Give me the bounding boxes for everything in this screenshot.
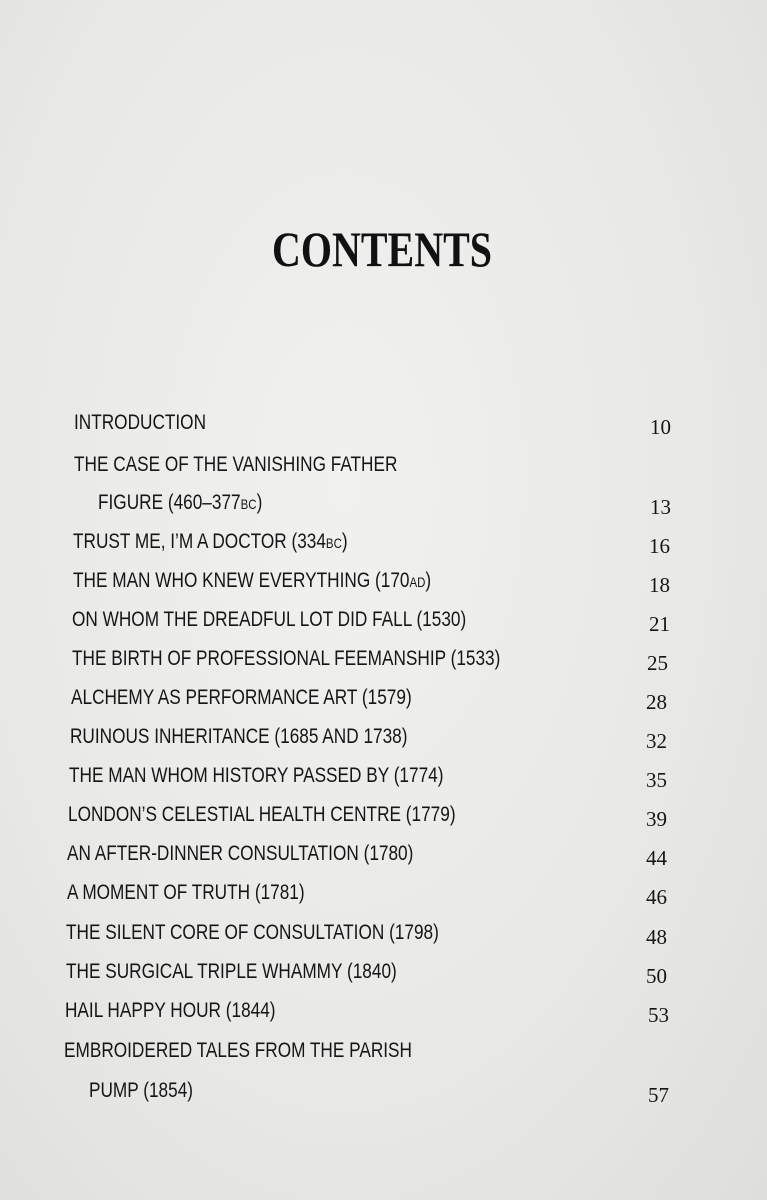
- toc-entry-title: ON WHOM THE DREADFUL LOT DID FALL (1530): [72, 608, 467, 631]
- toc-page-number: 39: [646, 807, 667, 831]
- toc-page-number: 48: [646, 925, 667, 949]
- toc-entry-title: A MOMENT OF TRUTH (1781): [67, 881, 305, 904]
- toc-page-number: 50: [646, 964, 667, 988]
- toc-page-number: 18: [649, 573, 670, 597]
- toc-page-number: 44: [646, 846, 667, 870]
- toc-page-number: 32: [646, 729, 667, 753]
- toc-entry-title-continued: PUMP (1854): [89, 1079, 194, 1102]
- toc-entry-title: AN AFTER-DINNER CONSULTATION (1780): [67, 842, 414, 865]
- toc-entry-title: EMBROIDERED TALES FROM THE PARISH: [64, 1039, 412, 1062]
- toc-entry-title: THE MAN WHOM HISTORY PASSED BY (1774): [69, 764, 444, 787]
- toc-page-number: 35: [646, 768, 667, 792]
- page-title: CONTENTS: [271, 221, 493, 277]
- toc-page-number: 57: [648, 1083, 669, 1107]
- toc-page-number: 16: [649, 534, 670, 558]
- toc-entry-title: TRUST ME, I’M A DOCTOR (334BC): [73, 530, 348, 553]
- toc-page-number: 28: [646, 690, 667, 714]
- toc-entry-title: THE MAN WHO KNEW EVERYTHING (170AD): [73, 569, 432, 592]
- toc-entry-title: THE SILENT CORE OF CONSULTATION (1798): [66, 921, 439, 944]
- toc-entry-title: LONDON’S CELESTIAL HEALTH CENTRE (1779): [68, 803, 456, 826]
- toc-entry-title: INTRODUCTION: [74, 411, 207, 434]
- toc-page-number: 25: [647, 651, 668, 675]
- toc-entry-title: THE CASE OF THE VANISHING FATHER: [74, 453, 398, 476]
- toc-entry-title-continued: FIGURE (460–377BC): [98, 491, 263, 514]
- toc-entry-title: THE SURGICAL TRIPLE WHAMMY (1840): [66, 960, 397, 983]
- toc-entry-title: THE BIRTH OF PROFESSIONAL FEEMANSHIP (1533): [72, 647, 501, 670]
- toc-page-number: 13: [650, 495, 671, 519]
- toc-page-number: 10: [650, 415, 671, 439]
- toc-entry-title: ALCHEMY AS PERFORMANCE ART (1579): [71, 686, 412, 709]
- toc-page-number: 46: [646, 885, 667, 909]
- toc-entry-title: HAIL HAPPY HOUR (1844): [65, 999, 276, 1022]
- toc-entry-title: RUINOUS INHERITANCE (1685 AND 1738): [70, 725, 408, 748]
- toc-page-number: 53: [648, 1003, 669, 1027]
- toc-page-number: 21: [649, 612, 670, 636]
